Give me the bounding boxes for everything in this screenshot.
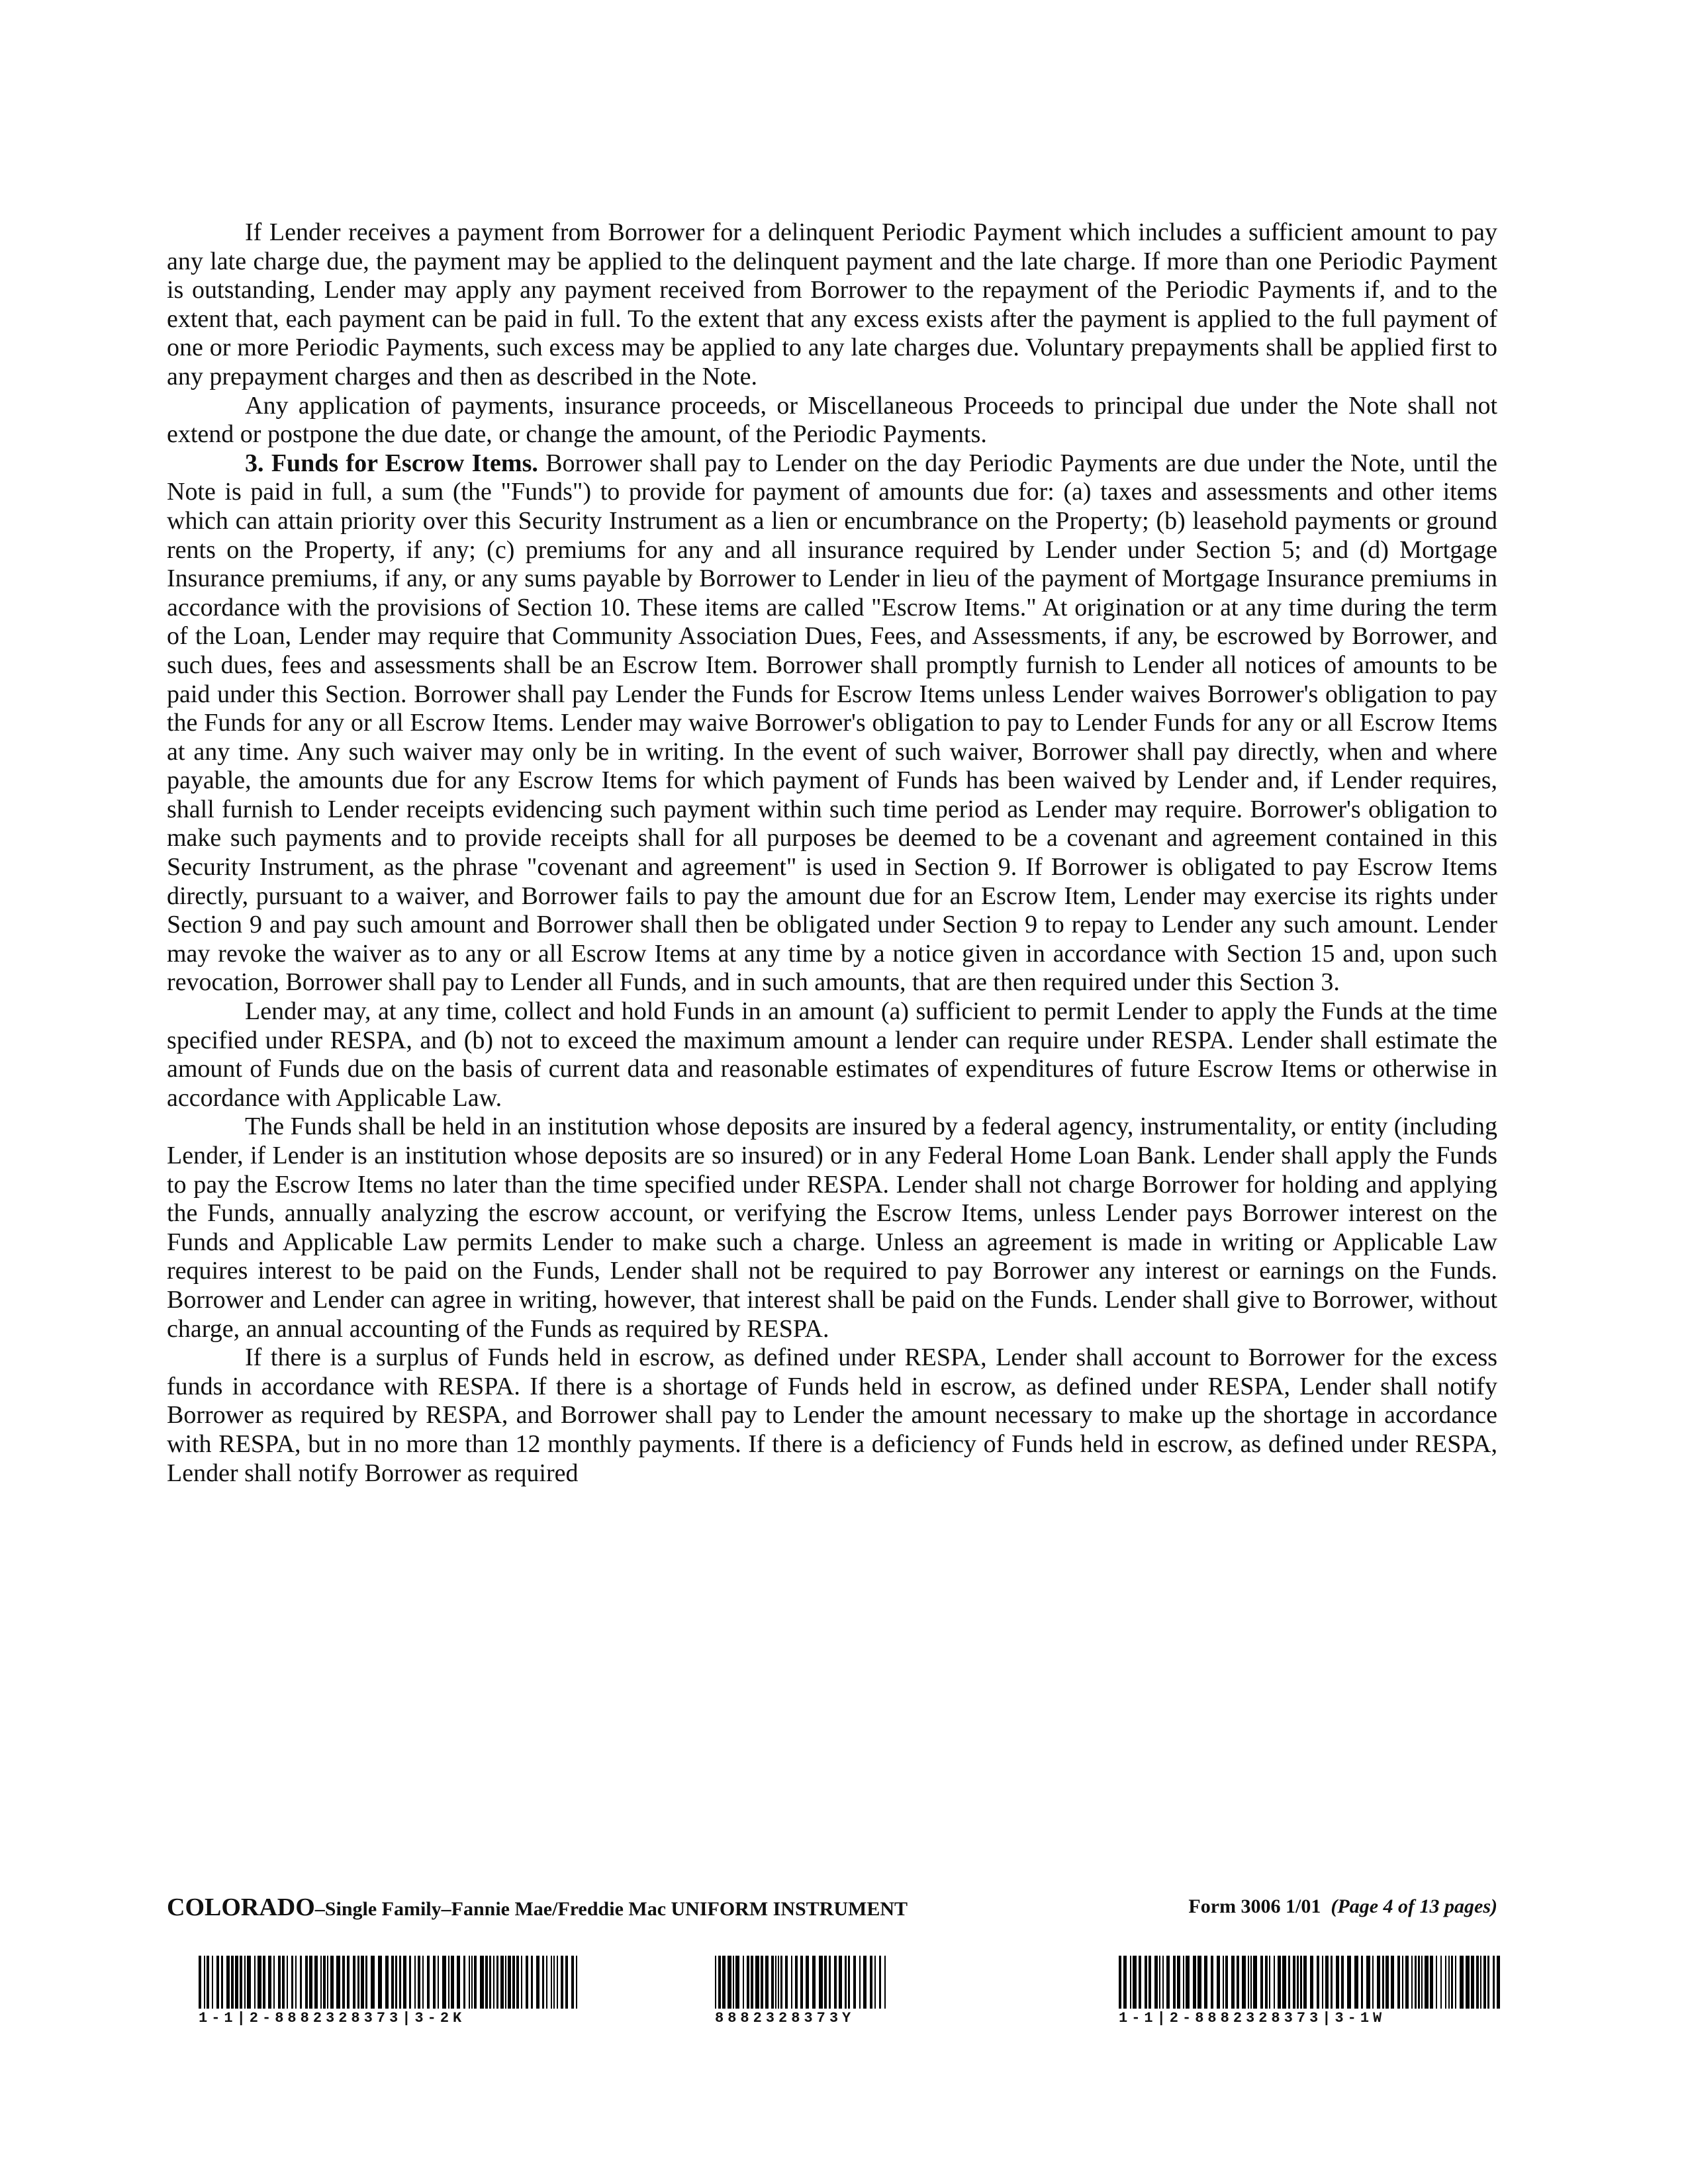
barcode-middle	[715, 1956, 887, 2028]
paragraph-surplus: If there is a surplus of Funds held in escrow, as defined under RESPA, Lender shall account to Borrower for the excess funds in accordance with RESPA. If there is a shortage of Funds held in escrow, as defined under RESPA, Lender shall notify Borrower as required by RESPA, and Borrower shall pay to Lender the amount necessary to make up the shortage in accordance with RESPA, but in no more than 12 monthly payments. If there is a deficiency of Funds held in escrow, as defined under RESPA, Lender shall notify Borrower as required	[167, 1343, 1497, 1487]
page-number: (Page 4 of 13 pages)	[1331, 1895, 1497, 1917]
barcode-left-code: 1-1|2-8882328373|3-2K	[199, 2010, 466, 2026]
paragraph-funds-held: The Funds shall be held in an institution whose deposits are insured by a federal agency, instrumentality, or entity (including Lender, if Lender is an institution whose deposits are so insured) or in any Federal Home Loan Bank. Lender shall apply the Funds to pay the Escrow Items no later than the time specified under RESPA. Lender shall not charge Borrower for holding and applying the Funds, annually analyzing the escrow account, or verifying the Escrow Items, unless Lender pays Borrower interest on the Funds and Applicable Law permits Lender to make such a charge. Unless an agreement is made in writing or Applicable Law requires interest to be paid on the Funds, Lender shall not be required to pay Borrower any interest or earnings on the Funds. Borrower and Lender can agree in writing, however, that interest shall be paid on the Funds. Lender shall give to Borrower, without charge, an annual accounting of the Funds as required by RESPA.	[167, 1113, 1497, 1343]
barcode-left	[199, 1956, 583, 2028]
section-3-heading: 3. Funds for Escrow Items.	[245, 449, 538, 477]
paragraph-late-charge: If Lender receives a payment from Borrower for a delinquent Periodic Payment which includes a sufficient amount to pay any late charge due, the payment may be applied to the delinquent payment and the late charge. If more than one Periodic Payment is outstanding, Lender may apply any payment received from Borrower to the repayment of the Periodic Payments if, and to the extent that, each payment can be paid in full. To the extent that any excess exists after the payment is applied to the full payment of one or more Periodic Payments, such excess may be applied to any late charges due. Voluntary prepayments shall be applied first to any prepayment charges and then as described in the Note.	[167, 218, 1497, 390]
document-body	[167, 218, 1497, 1488]
barcode-middle-code: 8882328373Y	[715, 2010, 855, 2026]
form-number	[1188, 1895, 1497, 1918]
paragraph-collect-funds: Lender may, at any time, collect and hold Funds in an amount (a) sufficient to permit Lender to apply the Funds at the time specified under RESPA, and (b) not to exceed the maximum amount a lender can require under RESPA. Lender shall estimate the amount of Funds due on the basis of current data and reasonable estimates of expenditures of future Escrow Items or otherwise in accordance with Applicable Law.	[167, 997, 1497, 1112]
paragraph-application-of-payments: Any application of payments, insurance proceeds, or Miscellaneous Proceeds to principal due under the Note shall not extend or postpone the due date, or change the amount, of the Periodic Payments.	[167, 391, 1497, 449]
paragraph-section-3	[167, 449, 1497, 997]
barcode-right-bars	[1119, 1956, 1503, 2009]
section-3-text: Borrower shall pay to Lender on the day Periodic Payments are due under the Note, until the Note is paid in full, a sum (the "Funds") to provide for payment of amounts due for: (a) taxes and assessments and other items which can attain priority over this Security Instrument as a lien or encumbrance on the Property; (b) leasehold payments or ground rents on the Property, if any; (c) premiums for any and all insurance required by Lender under Section 5; and (d) Mortgage Insurance premiums, if any, or any sums payable by Borrower to Lender in lieu of the payment of Mortgage Insurance premiums in accordance with the provisions of Section 10. These items are called "Escrow Items." At origination or at any time during the term of the Loan, Lender may require that Community Association Dues, Fees, and Assessments, if any, be escrowed by Borrower, and such dues, fees and assessments shall be an Escrow Item. Borrower shall promptly furnish to Lender all notices of amounts to be paid under this Section. Borrower shall pay Lender the Funds for Escrow Items unless Lender waives Borrower's obligation to pay the Funds for any or all Escrow Items. Lender may waive Borrower's obligation to pay to Lender Funds for any or all Escrow Items at any time. Any such waiver may only be in writing. In the event of such waiver, Borrower shall pay directly, when and where payable, the amounts due for any Escrow Items for which payment of Funds has been waived by Lender and, if Lender requires, shall furnish to Lender receipts evidencing such payment within such time period as Lender may require. Borrower's obligation to make such payments and to provide receipts shall for all purposes be deemed to be a covenant and agreement contained in this Security Instrument, as the phrase "covenant and agreement" is used in Section 9. If Borrower is obligated to pay Escrow Items directly, pursuant to a waiver, and Borrower fails to pay the amount due for an Escrow Item, Lender may exercise its rights under Section 9 and pay such amount and Borrower shall then be obligated under Section 9 to repay to Lender any such amount. Lender may revoke the waiver as to any or all Escrow Items at any time by a notice given in accordance with Section 15 and, upon such revocation, Borrower shall pay to Lender all Funds, and in such amounts, that are then required under this Section 3.	[167, 449, 1498, 997]
state-name: COLORADO	[167, 1893, 315, 1921]
barcode-right-code: 1-1|2-8882328373|3-1W	[1119, 2010, 1386, 2026]
barcode-middle-bars	[715, 1956, 887, 2009]
barcode-left-bars	[199, 1956, 583, 2009]
instrument-name: –Single Family–Fannie Mae/Freddie Mac UNIFORM INSTRUMENT	[314, 1898, 908, 1920]
form-id: Form 3006 1/01	[1188, 1895, 1321, 1917]
barcode-right	[1119, 1956, 1503, 2028]
page-footer	[167, 1893, 1497, 1926]
form-title	[167, 1893, 908, 1922]
